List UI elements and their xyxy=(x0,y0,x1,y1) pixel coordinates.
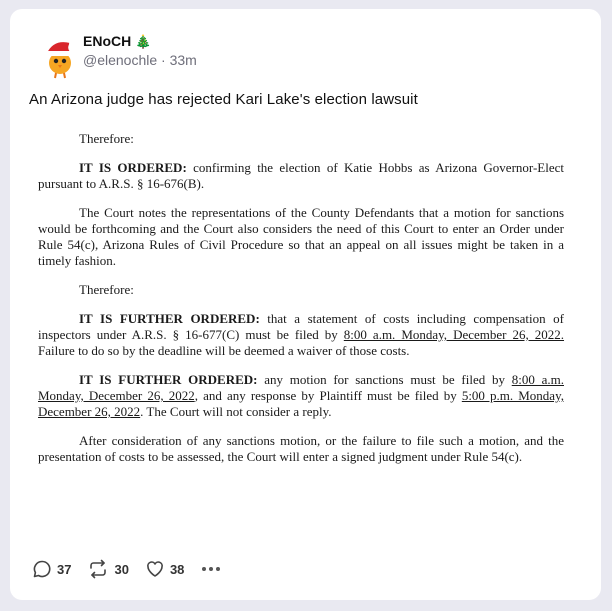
post-text: An Arizona judge has rejected Kari Lake's election lawsuit xyxy=(29,91,418,108)
avatar[interactable] xyxy=(40,35,80,79)
doc-paragraph: IT IS FURTHER ORDERED: any motion for sanctions must be filed by 8:00 a.m. Monday, December 26, 2022, and any response by Plaintiff must be filed by 5:00 p.m. Monday, December 26, 2022. The Court will not consider a reply. xyxy=(38,372,564,419)
heart-icon xyxy=(145,559,165,579)
doc-paragraph: IT IS ORDERED: confirming the election of Katie Hobbs as Arizona Governor-Elect pursuant to A.R.S. § 16-676(B). xyxy=(38,160,564,191)
doc-paragraph: Therefore: xyxy=(79,282,134,297)
reply-button[interactable] xyxy=(32,559,71,579)
post-actions xyxy=(32,557,222,581)
meta-separator: · xyxy=(157,52,170,68)
doc-paragraph: Therefore: xyxy=(79,131,134,146)
doc-paragraph: IT IS FURTHER ORDERED: that a statement of costs including compensation of inspectors under A.R.S. § 16-677(C) must be filed by 8:00 a.m. Monday, December 26, 2022. Failure to do so by the deadline will be deemed a waiver of those costs. xyxy=(38,311,565,358)
repost-count: 30 xyxy=(114,561,129,577)
like-button[interactable] xyxy=(145,559,184,579)
reply-bubble-icon xyxy=(32,559,52,579)
repost-arrows-icon xyxy=(87,559,109,579)
reply-count: 37 xyxy=(57,561,72,577)
court-order-image[interactable] xyxy=(38,131,564,465)
post-timestamp[interactable]: 33m xyxy=(169,52,197,68)
more-dots-icon[interactable] xyxy=(200,567,222,571)
repost-button[interactable] xyxy=(87,559,128,579)
display-name[interactable]: ENoCH xyxy=(83,33,132,49)
tree-emoji: 🎄 xyxy=(135,33,152,49)
post-card[interactable] xyxy=(10,9,601,600)
user-handle[interactable]: @elenochle xyxy=(83,52,158,68)
like-count: 38 xyxy=(169,561,185,577)
doc-paragraph: The Court notes the representations of the County Defendants that a motion for sanctions would be forthcoming and the Court also considers the need of this Court to enter an Order under Rule 54(c), Arizona Rules of Civil Procedure so that an appeal on all issues might be taken in a timely fashion. xyxy=(38,205,564,268)
doc-paragraph: After consideration of any sanctions motion, or the failure to file such a motion, and the presentation of costs to be assessed, the Court will enter a signed judgment under Rule 54(c). xyxy=(38,433,564,464)
